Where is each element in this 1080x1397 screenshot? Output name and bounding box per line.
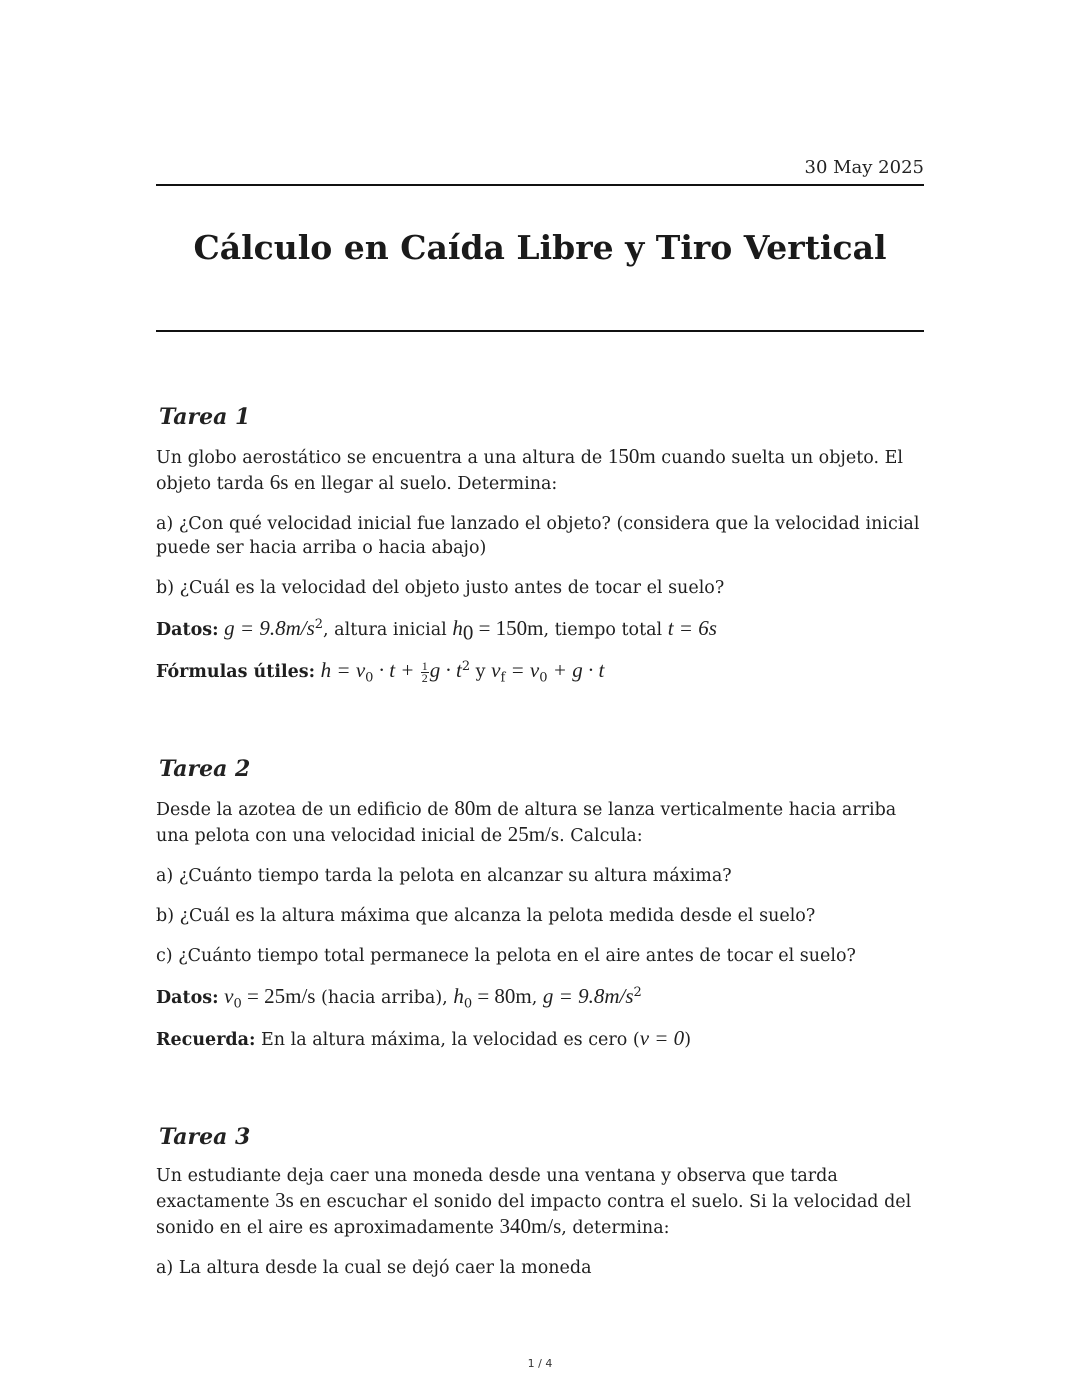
task-1 [156, 404, 924, 700]
task-1-question-a: a) ¿Con qué velocidad inicial fue lanzado el objeto? (considera que la velocidad inicial puede ser hacia arriba o hacia abajo) [156, 514, 920, 558]
task-2-question-c: c) ¿Cuánto tiempo total permanece la pelota en el aire antes de tocar el suelo? [156, 946, 856, 966]
task-2-heading: Tarea 2 [159, 756, 251, 782]
document-title: Cálculo en Caída Libre y Tiro Vertical [193, 228, 887, 267]
fraction-one-half: $\frac{1}{2}$ [421, 659, 428, 685]
header-rule [156, 184, 924, 186]
task-2-recuerda: Recuerda: En la altura máxima, la velocidad es cero (v = 0) [156, 1026, 692, 1050]
task-1-formulas: Fórmulas útiles: $h = v_0 \cdot t$ + $\frac{1}{2}$ $g \cdot t^2$ y $v_f = v_0 + g \cdot t$ [156, 658, 605, 686]
page-number: 1 / 4 [527, 1357, 553, 1370]
task-3-heading: Tarea 3 [159, 1124, 251, 1150]
task-3-question-a: a) La altura desde la cual se dejó caer la moneda [156, 1258, 592, 1278]
title-rule [156, 330, 924, 332]
task-2-datos: Datos: $v_0 = 25m/s$ (hacia arriba), $h_0 = 80m$, $g = 9.8m/s^2$ [156, 984, 642, 1012]
task-3-intro: Un estudiante deja caer una moneda desde una ventana y observa que tarda exactamente 3s en escuchar el sonido del impacto contra el suelo. Si la velocidad del sonido en el aire es aproximadamente 340m/s, determina: [156, 1166, 912, 1238]
task-2-intro: Desde la azotea de un edificio de 80m de altura se lanza verticalmente hacia arriba una pelota con una velocidad inicial de 25m/s. Calcula: [156, 796, 897, 846]
task-1-question-b: b) ¿Cuál es la velocidad del objeto justo antes de tocar el suelo? [156, 578, 725, 598]
task-2-question-a: a) ¿Cuánto tiempo tarda la pelota en alcanzar su altura máxima? [156, 866, 732, 886]
task-1-heading: Tarea 1 [159, 404, 251, 430]
task-1-datos: Datos: $g = 9.8m/s^2$, altura inicial $h_0 = 150m$, tiempo total t = 6s [156, 616, 717, 645]
task-2-question-b: b) ¿Cuál es la altura máxima que alcanza la pelota medida desde el suelo? [156, 906, 816, 926]
task-2 [156, 756, 924, 1068]
document-date: 30 May 2025 [804, 157, 924, 178]
task-3 [156, 1124, 924, 1296]
task-1-intro: Un globo aerostático se encuentra a una altura de 150m cuando suelta un objeto. El objeto tarda 6s en llegar al suelo. Determina: [156, 444, 903, 494]
